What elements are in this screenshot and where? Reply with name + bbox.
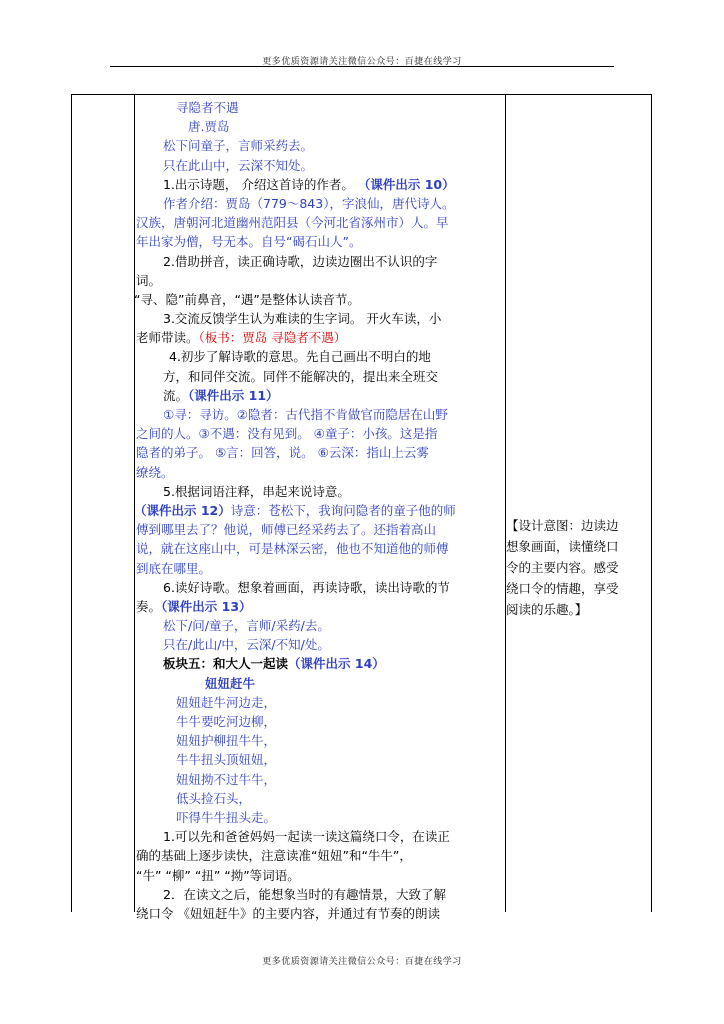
design-intent-line: 想象画面，读懂绕口	[506, 539, 619, 554]
teaching-process-cell	[136, 98, 505, 923]
tongue-twister-title: 妞妞赶牛	[205, 675, 256, 691]
design-intent-line: 阅读的乐趣。】	[506, 602, 588, 617]
poem-meaning-line: 到底在哪里。	[136, 560, 212, 576]
courseware-tag: （课件出示 12）	[134, 502, 231, 518]
step-6-line: 6.读好诗歌。想象着画面，再读诗歌，读出诗歌的节	[163, 579, 450, 595]
reading-tip-line: 确的基础上逐步读快，注意读准“妞妞”和“牛牛”，	[136, 848, 412, 864]
step-4-line: 方，和同伴交流。同伴不能解决的，提出来全班交	[163, 368, 439, 384]
courseware-tag: （课件出示 13）	[161, 598, 252, 614]
poem-meaning-line-1: （课件出示 12）诗意：苍松下，我询问隐者的童子他的师	[134, 502, 456, 518]
reading-tip-line: “牛” “柳” “扭” “拗”等词语。	[136, 867, 300, 883]
reading-tip-line: 绕口令 《妞妞赶牛》的主要内容，并通过有节奏的朗读	[136, 905, 440, 921]
word-notes-line: ①寻：寻访。②隐者：古代指不肯做官而隐居在山野	[163, 407, 448, 422]
step-4-line: 4.初步了解诗歌的意思。先自己画出不明白的地	[169, 349, 431, 365]
poem-line-1: 松下问童子，言师采药去。	[163, 138, 314, 154]
courseware-tag: （课件出示 11）	[188, 387, 279, 403]
courseware-tag: （课件出示 14）	[288, 656, 385, 672]
word-notes-line: 之间的人。③不遇：没有见到。 ④童子：小孩。这是指	[136, 426, 438, 442]
author-intro-line: 作者介绍：贾岛（779～843），字浪仙，唐代诗人。	[163, 195, 455, 211]
reading-tip-line: 2．在读文之后，能想象当时的有趣情景，大致了解	[163, 886, 446, 902]
author-intro-line: 汉族，唐朝河北道幽州范阳县（今河北省涿州市）人。早	[136, 215, 449, 231]
step-5: 5.根据词语注释，串起来说诗意。	[163, 483, 350, 499]
step-2-line: 2.借助拼音，读正确诗歌，边读边圈出不认识的字	[163, 253, 438, 269]
header-rule	[110, 66, 614, 67]
page-footer: 更多优质资源请关注微信公众号：百捷在线学习	[262, 957, 462, 967]
poem-author: 唐.贾岛	[188, 119, 230, 135]
section-5-heading: 板块五：和大人一起读（课件出示 14）	[163, 656, 385, 672]
author-intro-line: 年出家为僧，号无本。自号“碣石山人”。	[136, 234, 362, 250]
step-2-line: 词。	[136, 272, 162, 288]
design-intent-line: 【设计意图：边读边	[506, 518, 619, 533]
step-4-line-3: 流。（课件出示 11）	[163, 387, 279, 403]
rhythm-line-2: 只在/此山/中，云深/不知/处。	[163, 637, 330, 653]
tongue-twister-line: 妞妞拗不过牛牛，	[176, 771, 277, 787]
poem-meaning-line: 说，就在这座山中，可是林深云密，他也不知道他的师傅	[136, 541, 449, 557]
courseware-tag: （课件出示 10）	[357, 176, 455, 192]
step-1: 1.出示诗题， 介绍这首诗的作者。 （课件出示 10）	[163, 176, 455, 192]
step-6-line-2: 奏。（课件出示 13）	[136, 598, 252, 614]
tongue-twister-line: 吓得牛牛扭头走。	[176, 809, 277, 825]
tongue-twister-line: 牛牛要吃河边柳，	[176, 714, 277, 729]
rhythm-line-1: 松下/问/童子，言师/采药/去。	[163, 618, 330, 634]
page-header: 更多优质资源请关注微信公众号：百捷在线学习	[262, 57, 462, 67]
table-border-left	[71, 94, 72, 912]
step-3-line: 3.交流反馈学生认为难读的生字词。 开火车读，小	[163, 311, 442, 327]
table-divider-2	[505, 94, 506, 912]
tongue-twister-line: 低头捡石头，	[176, 790, 252, 806]
reading-tip-line: 1.可以先和爸爸妈妈一起读一读这篇绕口令，在读正	[163, 829, 450, 845]
word-notes-line: 缭绕。	[136, 464, 174, 480]
word-notes-line: 隐者的弟子。 ⑤言：回答，说。 ⑥云深：指山上云雾	[136, 445, 429, 461]
tongue-twister-line: 妞妞赶牛河边走，	[176, 694, 277, 710]
poem-meaning-line: 傅到哪里去了？他说，师傅已经采药去了。还指着高山	[136, 522, 437, 538]
pinyin-note: “寻、隐”前鼻音，“遇”是整体认读音节。	[134, 291, 360, 307]
design-intent-line: 绕口令的情趣，享受	[506, 581, 619, 596]
design-intent-line: 令的主要内容。感受	[506, 560, 619, 575]
tongue-twister-line: 牛牛扭头顶妞妞，	[176, 752, 277, 768]
poem-title: 寻隐者不遇	[176, 100, 239, 115]
blackboard-note: （板书：贾岛 寻隐者不遇）	[198, 330, 347, 346]
tongue-twister-line: 妞妞护柳扭牛牛，	[176, 733, 277, 749]
poem-line-2: 只在此山中，云深不知处。	[163, 157, 314, 173]
step-3-line-2: 老师带读。（板书：贾岛 寻隐者不遇）	[136, 330, 347, 346]
design-intent-cell	[506, 515, 651, 620]
table-border-right	[651, 94, 652, 912]
